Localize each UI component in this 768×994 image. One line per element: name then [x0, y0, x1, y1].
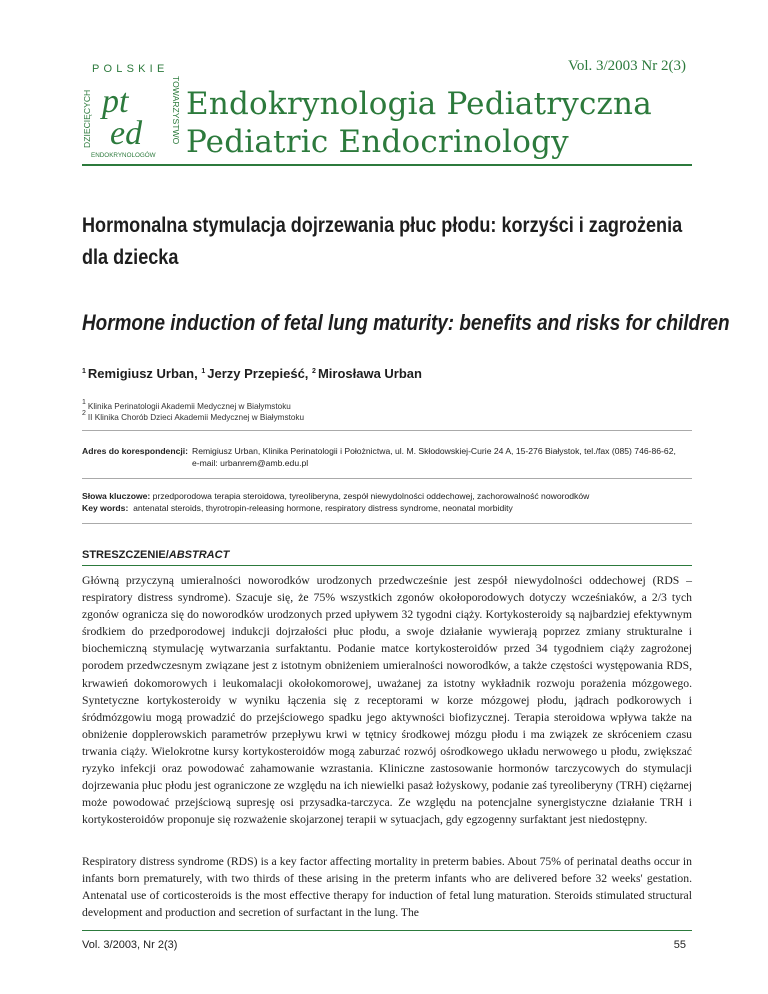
correspondence-label: Adres do korespondencji:: [82, 446, 189, 456]
correspondence-block: [82, 446, 692, 472]
abstract-en: Respiratory distress syndrome (RDS) is a key factor affecting mortality in preterm babies. About 75% of perinatal deaths occur in infants born prematurely, with two thirds of these arising in the preterm infants who are delivered before 32 weeks' gestation. Antenatal use of corticosteroids is the most effective therapy for induction of fetal lung maturation. Steroids stimulated structural development and production and secretion of surfactant in the lung. The: [82, 855, 692, 920]
abstract-heading-pl: STRESZCZENIE/: [82, 549, 169, 561]
author-name: Jerzy Przepieść,: [207, 366, 309, 381]
author-sup: 1: [82, 368, 86, 375]
affiliation-text: Klinika Perinatologii Akademii Medycznej w Białymstoku: [87, 402, 291, 411]
keywords-pl-label: Słowa kluczowe:: [82, 491, 151, 501]
author-sup: 1: [201, 368, 206, 375]
keywords-en-label: Key words:: [82, 503, 129, 513]
society-logo: [82, 62, 181, 159]
page-number: 55: [673, 939, 686, 951]
affiliation-item: [82, 410, 304, 422]
footer-rule: [82, 930, 692, 931]
correspondence-email: e-mail: urbanrem@amb.edu.pl: [192, 458, 309, 468]
journal-title-en: Pediatric Endocrinology: [186, 124, 569, 160]
author-item: [82, 366, 198, 381]
logo-top-text: POLSKIE: [92, 63, 169, 75]
keywords-pl-text: przedporodowa terapia steroidowa, tyreoliberyna, zespół niewydolności oddechowej, zachorowalność noworodków: [150, 491, 590, 501]
keywords-en: [82, 503, 513, 513]
author-name: Mirosława Urban: [317, 366, 422, 381]
author-list: [82, 366, 422, 381]
logo-mark-ed: ed: [110, 115, 143, 152]
keywords-en-text: antenatal steroids, thyrotropin-releasing hormone, respiratory distress syndrome, neonatal morbidity: [128, 503, 513, 513]
header-rule: [82, 164, 692, 166]
footer-issue: Vol. 3/2003, Nr 2(3): [82, 939, 178, 951]
author-item: [201, 366, 308, 381]
abstract-heading: [82, 549, 229, 561]
divider: [82, 523, 692, 524]
journal-title-pl: Endokrynologia Pediatryczna: [186, 86, 652, 122]
affiliation-sup: 2: [82, 410, 86, 417]
author-sup: 2: [312, 368, 316, 375]
correspondence-address: Remigiusz Urban, Klinika Perinatologii i Położnictwa, ul. M. Skłodowskiej-Curie 24 A, 15-276 Białystok, tel./fax (085) 746-86-62,: [192, 446, 676, 456]
logo-right-text: TOWARZYSTWO: [171, 76, 181, 145]
divider: [82, 478, 692, 479]
article-title-pl: Hormonalna stymulacja dojrzewania płuc płodu: korzyści i zagrożenia dla dziecka: [82, 214, 683, 269]
issue-label: Vol. 3/2003 Nr 2(3): [567, 58, 686, 74]
keywords-pl: [82, 491, 589, 501]
logo-bottom-text: ENDOKRYNOLOGÓW: [91, 152, 156, 159]
divider: [82, 430, 692, 431]
author-item: [312, 366, 422, 381]
affiliation-text: II Klinika Chorób Dzieci Akademii Medycznej w Białymstoku: [87, 413, 305, 422]
abstract-heading-en: ABSTRACT: [168, 549, 230, 561]
author-name: Remigiusz Urban,: [87, 366, 198, 381]
affiliation-sup: 1: [82, 399, 86, 406]
abstract-pl: Główną przyczyną umieralności noworodków urodzonych przedwcześnie jest zespół niewydolności oddechowej (RDS – respiratory distress syndrome). Szacuje się, że 75% wszystkich zgonów okołoporodowych dotyczy wcześniaków, a 2/3 tych zgonów ogranicza się do noworodków urodzonych przed upływem 32 tygodni ciąży. Kortykosteroidy są najbardziej efektywnym środkiem do przedporodowej indukcji dojrzałości płuc płodu, a swoje działanie wywierają poprzez zmiany strukturalne i biochemiczną stymulację wytwarzania surfaktantu. Podanie matce kortykosteroidów przed 34 tygodniem ciąży zagrożonej porodem przedwczesnym związane jest z istotnym obniżeniem umieralności noworodków, a także częstości występowania RDS, krwawień dokomorowych i leukomalacji okołokomorowej, uważanej za istotny wykładnik rozwoju porażenia mózgowego. Syntetyczne kortykosteroidy w wyniku łączenia się z receptorami w korze mózgowej płodu, jądrach podkorowych i śródmózgowiu mogą prowadzić do przejściowego spadku jego aktywności biofizycznej. Terapia steroidowa wpływa także na obniżenie dopplerowskich parametrów przepływu krwi w tętnicy środkowej mózgu płodu i ma związek ze skróceniem czasu trwania ciąży. Wielokrotne kursy kortykosteroidów mogą zaburzać rozwój ośrodkowego układu nerwowego u płodu, zwiększać ryzyko infekcji oraz powodować zahamowanie wzrastania. Kliniczne zastosowanie hormonów tarczycowych do stymulacji dojrzewania płuc płodu jest ograniczone ze względu na ich niewielki pasaż łożyskowy, podanie zaś tyreoliberyny (TRH) ciężarnej może powodować przejściową supresję osi przysadka-tarczyca. Ze względu na potencjalne synergistyczne działanie TRH i kortykosteroidów proponuje się rozważenie skojarzonej terapii w sytuacjach, gdy egzogenny surfaktant jest niedostępny.: [82, 574, 692, 827]
article-title-en: Hormone induction of fetal lung maturity: benefits and risks for children: [82, 310, 730, 335]
abstract-rule: [82, 565, 692, 566]
logo-mark-pt: pt: [102, 83, 129, 120]
logo-left-text: DZIECIĘCYCH: [82, 89, 92, 148]
